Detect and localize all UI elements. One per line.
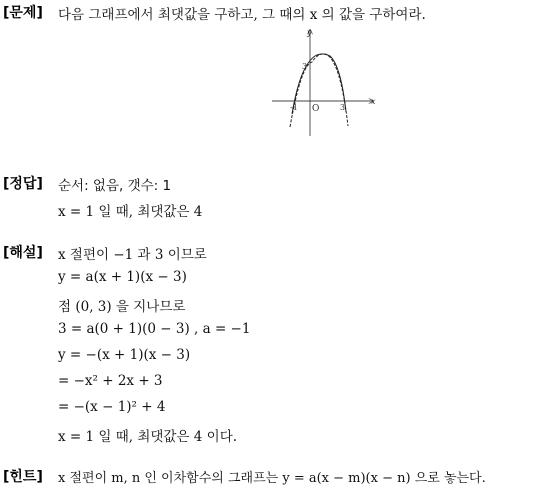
explanation-line: y = a(x + 1)(x − 3) — [58, 269, 187, 285]
tick-pos-label: 3 — [340, 103, 346, 112]
explanation-line: x 절편이 −1 과 3 이므로 — [58, 247, 207, 263]
origin-label: O — [312, 104, 320, 114]
problem-tag: [문제] — [3, 5, 43, 21]
explanation-line: 3 = a(0 + 1)(0 − 3) , a = −1 — [58, 321, 251, 337]
explanation-line: x = 1 일 때, 최댓값은 4 이다. — [58, 429, 238, 445]
y-axis-label: y — [307, 28, 312, 37]
explanation-line: y = −(x + 1)(x − 3) — [58, 347, 191, 363]
hint-text: x 절편이 m, n 인 이차함수의 그래프는 y = a(x − m)(x − n) 으로 놓는다. — [58, 471, 486, 486]
hint-tag: [힌트] — [3, 469, 43, 485]
explanation-line: = −(x − 1)² + 4 — [58, 399, 166, 415]
explanation-line: 점 (0, 3) 을 지나므로 — [58, 299, 186, 315]
parabola-curve — [290, 54, 348, 127]
y-intercept-label: 3 — [302, 62, 308, 71]
answer-line-1: 순서: 없음, 갯수: 1 — [58, 178, 172, 194]
tick-neg-label: -1 — [290, 103, 298, 112]
answer-tag: [정답] — [3, 176, 43, 192]
x-axis-label: x — [371, 97, 376, 106]
answer-line-2: x = 1 일 때, 최댓값은 4 — [58, 204, 203, 220]
explanation-line: = −x² + 2x + 3 — [58, 373, 163, 389]
explanation-tag: [해설] — [3, 245, 43, 261]
problem-text: 다음 그래프에서 최댓값을 구하고, 그 때의 x 의 값을 구하여라. — [58, 7, 426, 23]
